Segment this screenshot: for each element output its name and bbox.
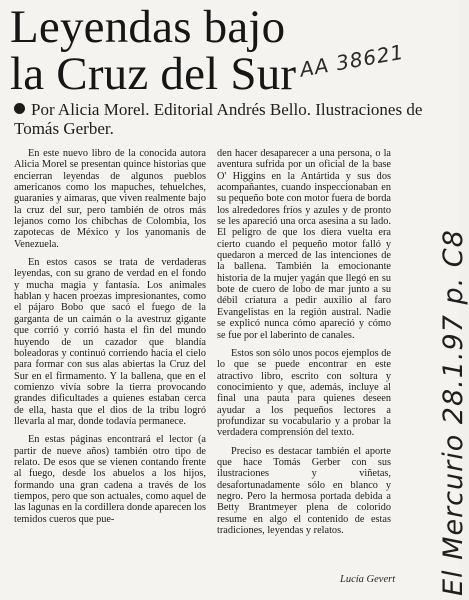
byline-text: Por Alicia Morel. Editorial Andrés Bello. Ilustraciones de Tomás Gerber. bbox=[14, 100, 423, 138]
paragraph: En este nuevo libro de la conocida autora Alicia Morel se presentan quince historias que encierran leyendas de algunos pueblos americanos como los mapuches, tehuelches, guaranies y aimaras, que viven realmente bajo la cruz del sur, pero también de otros más lejanos como los chibchas de Colombia, los zapotecas de México y los yanomanis de Venezuela. bbox=[14, 148, 206, 250]
handwritten-source-note: El Mercurio 28.1.97 p. C8 bbox=[438, 229, 469, 596]
paragraph: En estos casos se trata de verdaderas leyendas, con su grano de verdad en el fondo y mucha magia y fantasía. Los animales hablan y hacen proezas impresionantes, como el pájaro Bobo que sacó el fuego de la garganta de un caimán o la avestruz gigante que corrió y corrió hasta el fin del mundo huyendo de un cazador que blandía boleadoras y continuó corriendo hacia el cielo para formar con sus alas abiertas la Cruz del Sur en el firmamento. Y la ballena, que en el comienzo vivía sobre la tierra provocando grandes dificultades a quienes estaban cerca de ella, hasta que el dios de la tribu logró llevarla al mar, donde todavía permanece. bbox=[14, 257, 206, 427]
author-signature: Lucía Gevert bbox=[340, 574, 396, 585]
article-column-1 bbox=[14, 148, 206, 525]
handwritten-catalog-number: AA 38621 bbox=[298, 39, 406, 82]
paragraph: Preciso es destacar también el aporte que hace Tomás Gerber con sus ilustraciones y viñetas, desafortunadamente sólo en blanco y negro. Pero la hermosa portada debida a Betty Brantmeyer plena de colorido resume en algo el contenido de estas tradiciones, leyendas y relatos. bbox=[217, 445, 391, 536]
paragraph: den hacer desaparecer a una persona, o la aventura sufrida por un oficial de la base O' Higgins en la Antártida y sus dos acompañantes, cuando inspeccionaban en su pequeño bote con motor fuera de borda los alrededores fríos y azules y de pronto se les apareció una orca asesina a su lado. El peligro de que los diera vuelta era cierto cuando el pequeño motor falló y quedaron a merced de las intenciones de la ballena. También la emocionante historia de la mujer yagán que llegó en su bote de cuero de lobo de mar junto a su débil criatura a pedir auxilio al faro Evangelistas en la región austral. Nadie se explicó nunca cómo apareció y cómo se fue por el laberinto de canales. bbox=[217, 148, 391, 341]
article-column-2 bbox=[217, 148, 391, 536]
article-byline bbox=[14, 100, 444, 138]
article-headline: Leyendas bajo la Cruz del Sur bbox=[10, 1, 297, 100]
paragraph: En estas páginas encontrará el lector (a partir de nueve años) también otro tipo de relato. De esos que se vienen contando frente al fuego, desde los abuelos a los hijos, formando una gran cadena a través de los tiempos, pero que son actuales, como aquel de las lagunas en la cordillera donde aparecen los temidos cueros que pue- bbox=[14, 434, 206, 525]
bullet-icon bbox=[14, 103, 25, 114]
paragraph: Estos son sólo unos pocos ejemplos de lo que se puede encontrar en este atractivo libro, escrito con soltura y conocimiento y que, además, incluye al final una pauta para quienes deseen ayudar a los pequeños lectores a profundizar su vocabulario y a probar la verdadera comprensión del texto. bbox=[217, 347, 391, 439]
